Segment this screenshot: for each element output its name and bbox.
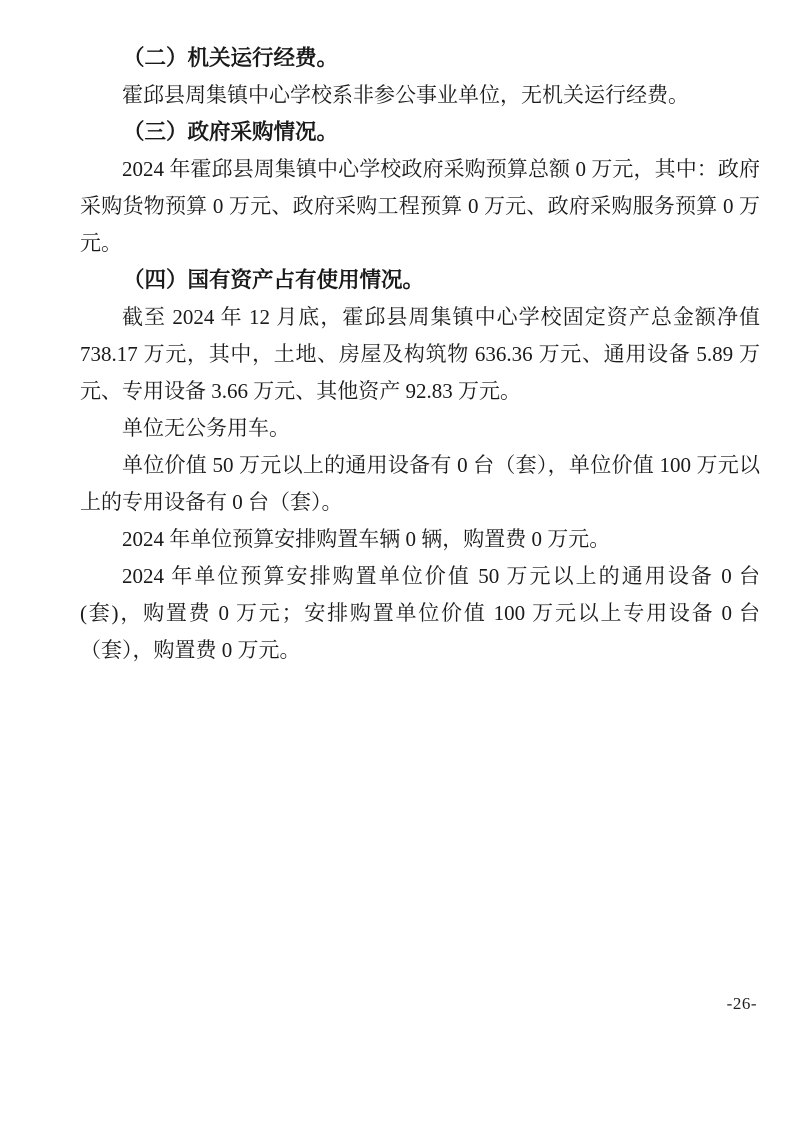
page-number: -26- bbox=[726, 994, 757, 1013]
body-paragraph: 2024 年霍邱县周集镇中心学校政府采购预算总额 0 万元，其中：政府采购货物预算 0 万元、政府采购工程预算 0 万元、政府采购服务预算 0 万元。 bbox=[80, 157, 760, 255]
section-heading: （四）国有资产占有使用情况。 bbox=[123, 268, 425, 292]
body-paragraph: 2024 年单位预算安排购置车辆 0 辆，购置费 0 万元。 bbox=[122, 527, 611, 551]
document-body bbox=[80, 40, 760, 669]
section-heading: （二）机关运行经费。 bbox=[123, 46, 339, 70]
section-heading: （三）政府采购情况。 bbox=[123, 120, 339, 144]
body-paragraph: 单位无公务用车。 bbox=[122, 416, 290, 440]
body-paragraph: 截至 2024 年 12 月底，霍邱县周集镇中心学校固定资产总金额净值 738.17 万元，其中，土地、房屋及构筑物 636.36 万元、通用设备 5.89 万元、专用设备 3.66 万元、其他资产 92.83 万元。 bbox=[80, 305, 760, 403]
body-paragraph: 单位价值 50 万元以上的通用设备有 0 台（套），单位价值 100 万元以上的专用设备有 0 台（套）。 bbox=[80, 453, 760, 514]
body-paragraph: 霍邱县周集镇中心学校系非参公事业单位，无机关运行经费。 bbox=[122, 83, 689, 107]
body-paragraph: 2024 年单位预算安排购置单位价值 50 万元以上的通用设备 0 台(套)，购置费 0 万元；安排购置单位价值 100 万元以上专用设备 0 台（套），购置费 0 万元。 bbox=[80, 564, 760, 662]
